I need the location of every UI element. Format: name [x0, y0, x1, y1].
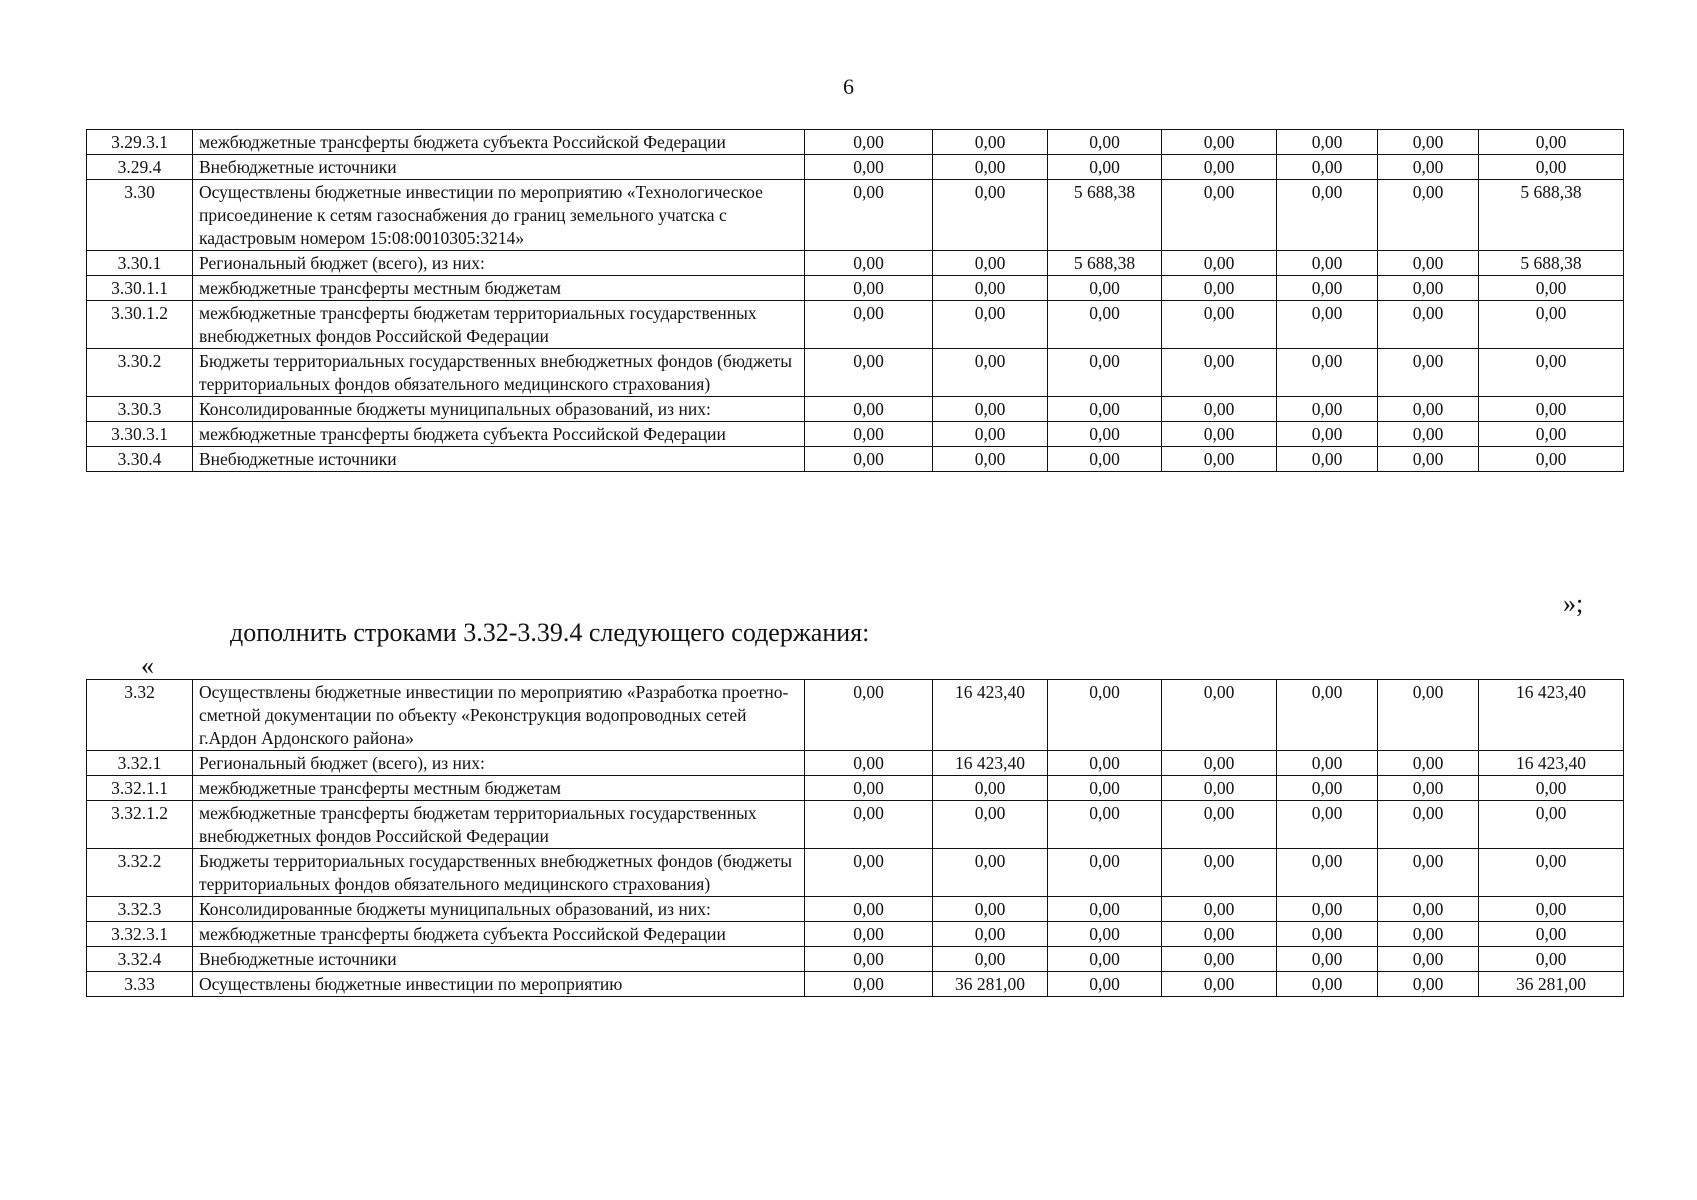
amount-cell: 0,00: [805, 801, 933, 849]
amount-cell: 0,00: [1277, 155, 1378, 180]
amount-cell: 0,00: [1378, 301, 1479, 349]
amount-cell: 0,00: [1378, 349, 1479, 397]
amount-cell: 0,00: [1479, 776, 1624, 801]
amount-cell: 16 423,40: [933, 751, 1048, 776]
amount-cell: 0,00: [805, 849, 933, 897]
amount-cell: 16 423,40: [1479, 680, 1624, 751]
amount-cell: 0,00: [805, 397, 933, 422]
closing-quote: »;: [1563, 589, 1584, 618]
amount-cell: 0,00: [805, 251, 933, 276]
table-row: [87, 276, 1624, 301]
row-description: Консолидированные бюджеты муниципальных образований, из них:: [193, 397, 805, 422]
amount-cell: 5 688,38: [1048, 251, 1162, 276]
amount-cell: 0,00: [1277, 972, 1378, 997]
row-code: 3.32.3.1: [87, 922, 193, 947]
amount-cell: 0,00: [805, 422, 933, 447]
amount-cell: 0,00: [1048, 776, 1162, 801]
amount-cell: 0,00: [1048, 397, 1162, 422]
amount-cell: 0,00: [1277, 276, 1378, 301]
amount-cell: 0,00: [1048, 751, 1162, 776]
row-description: Бюджеты территориальных государственных внебюджетных фондов (бюджеты территориальных фондов обязательного медицинского страхования): [193, 349, 805, 397]
amount-cell: 0,00: [805, 751, 933, 776]
amount-cell: 0,00: [1048, 897, 1162, 922]
amount-cell: 0,00: [1378, 972, 1479, 997]
row-code: 3.30.3.1: [87, 422, 193, 447]
row-code: 3.32.2: [87, 849, 193, 897]
amount-cell: 0,00: [933, 776, 1048, 801]
amount-cell: 0,00: [1378, 849, 1479, 897]
amount-cell: 0,00: [805, 155, 933, 180]
table-row: [87, 301, 1624, 349]
amount-cell: 0,00: [933, 922, 1048, 947]
row-description: межбюджетные трансферты бюджетам территориальных государственных внебюджетных фондов Российской Федерации: [193, 801, 805, 849]
amount-cell: 0,00: [1162, 972, 1277, 997]
amount-cell: 0,00: [1162, 947, 1277, 972]
amount-cell: 0,00: [1479, 349, 1624, 397]
amount-cell: 0,00: [1378, 897, 1479, 922]
row-code: 3.32.1: [87, 751, 193, 776]
amount-cell: 0,00: [1162, 155, 1277, 180]
row-code: 3.30: [87, 180, 193, 251]
amount-cell: 0,00: [805, 922, 933, 947]
amount-cell: 0,00: [1277, 397, 1378, 422]
row-description: межбюджетные трансферты бюджета субъекта Российской Федерации: [193, 922, 805, 947]
amount-cell: 0,00: [1277, 301, 1378, 349]
amount-cell: 0,00: [805, 130, 933, 155]
amount-cell: 0,00: [805, 180, 933, 251]
row-description: Региональный бюджет (всего), из них:: [193, 251, 805, 276]
amount-cell: 0,00: [1479, 422, 1624, 447]
amount-cell: 0,00: [933, 947, 1048, 972]
amount-cell: 0,00: [1162, 422, 1277, 447]
amount-cell: 0,00: [1277, 447, 1378, 472]
amount-cell: 0,00: [1048, 947, 1162, 972]
amount-cell: 0,00: [1277, 251, 1378, 276]
amount-cell: 0,00: [1277, 180, 1378, 251]
table-row: [87, 922, 1624, 947]
row-description: Бюджеты территориальных государственных внебюджетных фондов (бюджеты территориальных фондов обязательного медицинского страхования): [193, 849, 805, 897]
row-description: Внебюджетные источники: [193, 447, 805, 472]
amount-cell: 0,00: [1479, 849, 1624, 897]
amount-cell: 0,00: [1162, 801, 1277, 849]
row-description: межбюджетные трансферты бюджета субъекта Российской Федерации: [193, 422, 805, 447]
row-description: Внебюджетные источники: [193, 947, 805, 972]
amount-cell: 0,00: [933, 447, 1048, 472]
amount-cell: 0,00: [933, 180, 1048, 251]
amount-cell: 0,00: [805, 276, 933, 301]
amount-cell: 0,00: [805, 301, 933, 349]
amount-cell: 0,00: [1479, 947, 1624, 972]
amount-cell: 0,00: [1378, 422, 1479, 447]
amount-cell: 0,00: [1162, 447, 1277, 472]
amount-cell: 0,00: [805, 349, 933, 397]
amount-cell: 0,00: [1162, 301, 1277, 349]
amount-cell: 5 688,38: [1048, 180, 1162, 251]
amount-cell: 0,00: [1479, 897, 1624, 922]
table-row: [87, 751, 1624, 776]
amount-cell: 0,00: [1277, 801, 1378, 849]
amount-cell: 0,00: [1048, 922, 1162, 947]
amount-cell: 0,00: [1277, 776, 1378, 801]
amount-cell: 0,00: [1162, 751, 1277, 776]
amount-cell: 0,00: [933, 301, 1048, 349]
amount-cell: 0,00: [933, 155, 1048, 180]
budget-table-continued: [86, 129, 1624, 472]
amount-cell: 0,00: [1277, 897, 1378, 922]
amount-cell: 0,00: [1162, 397, 1277, 422]
amount-cell: 0,00: [1378, 922, 1479, 947]
amount-cell: 0,00: [1162, 897, 1277, 922]
amount-cell: 0,00: [1048, 276, 1162, 301]
amount-cell: 0,00: [1277, 130, 1378, 155]
row-description: Осуществлены бюджетные инвестиции по мероприятию «Технологическое присоединение к сетям газоснабжения до границ земельного учатска с кадастровым номером 15:08:0010305:3214»: [193, 180, 805, 251]
row-code: 3.30.4: [87, 447, 193, 472]
amount-cell: 0,00: [933, 276, 1048, 301]
row-code: 3.32.1.2: [87, 801, 193, 849]
amount-cell: 0,00: [1378, 947, 1479, 972]
amount-cell: 0,00: [1378, 251, 1479, 276]
row-description: Консолидированные бюджеты муниципальных образований, из них:: [193, 897, 805, 922]
row-description: межбюджетные трансферты бюджета субъекта Российской Федерации: [193, 130, 805, 155]
row-code: 3.30.1.2: [87, 301, 193, 349]
table-row: [87, 130, 1624, 155]
table-row: [87, 776, 1624, 801]
table-row: [87, 180, 1624, 251]
amount-cell: 0,00: [1048, 349, 1162, 397]
amount-cell: 0,00: [1162, 680, 1277, 751]
amount-cell: 0,00: [1277, 349, 1378, 397]
table-row: [87, 397, 1624, 422]
amount-cell: 0,00: [1378, 776, 1479, 801]
amount-cell: 0,00: [1378, 130, 1479, 155]
row-code: 3.30.1: [87, 251, 193, 276]
table-row: [87, 849, 1624, 897]
amount-cell: 0,00: [933, 397, 1048, 422]
row-code: 3.29.3.1: [87, 130, 193, 155]
table-row: [87, 680, 1624, 751]
amount-cell: 0,00: [1048, 849, 1162, 897]
amount-cell: 16 423,40: [1479, 751, 1624, 776]
amount-cell: 0,00: [1277, 947, 1378, 972]
amount-cell: 0,00: [1162, 251, 1277, 276]
page-number: 6: [843, 74, 854, 99]
amount-cell: 0,00: [933, 349, 1048, 397]
table-row: [87, 801, 1624, 849]
amount-cell: 0,00: [1162, 776, 1277, 801]
opening-quote: «: [141, 651, 154, 680]
row-code: 3.29.4: [87, 155, 193, 180]
amount-cell: 0,00: [1479, 447, 1624, 472]
amount-cell: 0,00: [1378, 397, 1479, 422]
row-description: Осуществлены бюджетные инвестиции по мероприятию «Разработка проетно-сметной документации по объекту «Реконструкция водопроводных сетей г.Ардон Ардонского района»: [193, 680, 805, 751]
amount-cell: 0,00: [1479, 155, 1624, 180]
amount-cell: 0,00: [1162, 849, 1277, 897]
row-code: 3.32.3: [87, 897, 193, 922]
row-description: межбюджетные трансферты бюджетам территориальных государственных внебюджетных фондов Российской Федерации: [193, 301, 805, 349]
amount-cell: 0,00: [805, 776, 933, 801]
amount-cell: 0,00: [1378, 801, 1479, 849]
amount-cell: 0,00: [933, 130, 1048, 155]
row-description: Региональный бюджет (всего), из них:: [193, 751, 805, 776]
amount-cell: 0,00: [1479, 397, 1624, 422]
amount-cell: 0,00: [1378, 155, 1479, 180]
amount-cell: 0,00: [805, 680, 933, 751]
amount-cell: 0,00: [1048, 422, 1162, 447]
amount-cell: 0,00: [1479, 801, 1624, 849]
amount-cell: 0,00: [1162, 276, 1277, 301]
amount-cell: 5 688,38: [1479, 251, 1624, 276]
row-code: 3.30.3: [87, 397, 193, 422]
amount-cell: 0,00: [1277, 680, 1378, 751]
amount-cell: 0,00: [1277, 922, 1378, 947]
amount-cell: 36 281,00: [1479, 972, 1624, 997]
table-row: [87, 972, 1624, 997]
amount-cell: 36 281,00: [933, 972, 1048, 997]
amount-cell: 0,00: [805, 447, 933, 472]
row-description: Внебюджетные источники: [193, 155, 805, 180]
table-row: [87, 251, 1624, 276]
amount-cell: 0,00: [1479, 130, 1624, 155]
row-code: 3.33: [87, 972, 193, 997]
amount-cell: 0,00: [1048, 972, 1162, 997]
amendment-instruction: дополнить строками 3.32-3.39.4 следующего содержания:: [230, 618, 870, 647]
amount-cell: 5 688,38: [1479, 180, 1624, 251]
amount-cell: 0,00: [1378, 680, 1479, 751]
row-code: 3.32.1.1: [87, 776, 193, 801]
row-code: 3.32.4: [87, 947, 193, 972]
amount-cell: 0,00: [1479, 276, 1624, 301]
amount-cell: 0,00: [1378, 276, 1479, 301]
amount-cell: 0,00: [1277, 849, 1378, 897]
amount-cell: 0,00: [933, 849, 1048, 897]
budget-table-new-rows: [86, 679, 1624, 997]
amount-cell: 0,00: [1162, 922, 1277, 947]
amount-cell: 0,00: [1378, 180, 1479, 251]
amount-cell: 0,00: [1277, 422, 1378, 447]
row-description: межбюджетные трансферты местным бюджетам: [193, 276, 805, 301]
table-row: [87, 422, 1624, 447]
row-code: 3.32: [87, 680, 193, 751]
amount-cell: 0,00: [1048, 155, 1162, 180]
amount-cell: 0,00: [1277, 751, 1378, 776]
row-code: 3.30.2: [87, 349, 193, 397]
amount-cell: 0,00: [1048, 447, 1162, 472]
amount-cell: 0,00: [805, 897, 933, 922]
table-row: [87, 447, 1624, 472]
amount-cell: 0,00: [1479, 301, 1624, 349]
amount-cell: 0,00: [1378, 447, 1479, 472]
amount-cell: 0,00: [805, 947, 933, 972]
amount-cell: 0,00: [1048, 301, 1162, 349]
amount-cell: 0,00: [805, 972, 933, 997]
amount-cell: 0,00: [933, 422, 1048, 447]
row-description: Осуществлены бюджетные инвестиции по мероприятию: [193, 972, 805, 997]
amount-cell: 0,00: [933, 251, 1048, 276]
row-description: межбюджетные трансферты местным бюджетам: [193, 776, 805, 801]
table-row: [87, 897, 1624, 922]
table-row: [87, 349, 1624, 397]
table-row: [87, 155, 1624, 180]
amount-cell: 0,00: [1048, 680, 1162, 751]
amount-cell: 0,00: [933, 897, 1048, 922]
row-code: 3.30.1.1: [87, 276, 193, 301]
amount-cell: 16 423,40: [933, 680, 1048, 751]
amount-cell: 0,00: [1048, 130, 1162, 155]
amount-cell: 0,00: [1162, 180, 1277, 251]
amount-cell: 0,00: [1162, 349, 1277, 397]
table-row: [87, 947, 1624, 972]
amount-cell: 0,00: [933, 801, 1048, 849]
amount-cell: 0,00: [1162, 130, 1277, 155]
amount-cell: 0,00: [1378, 751, 1479, 776]
amount-cell: 0,00: [1479, 922, 1624, 947]
amount-cell: 0,00: [1048, 801, 1162, 849]
